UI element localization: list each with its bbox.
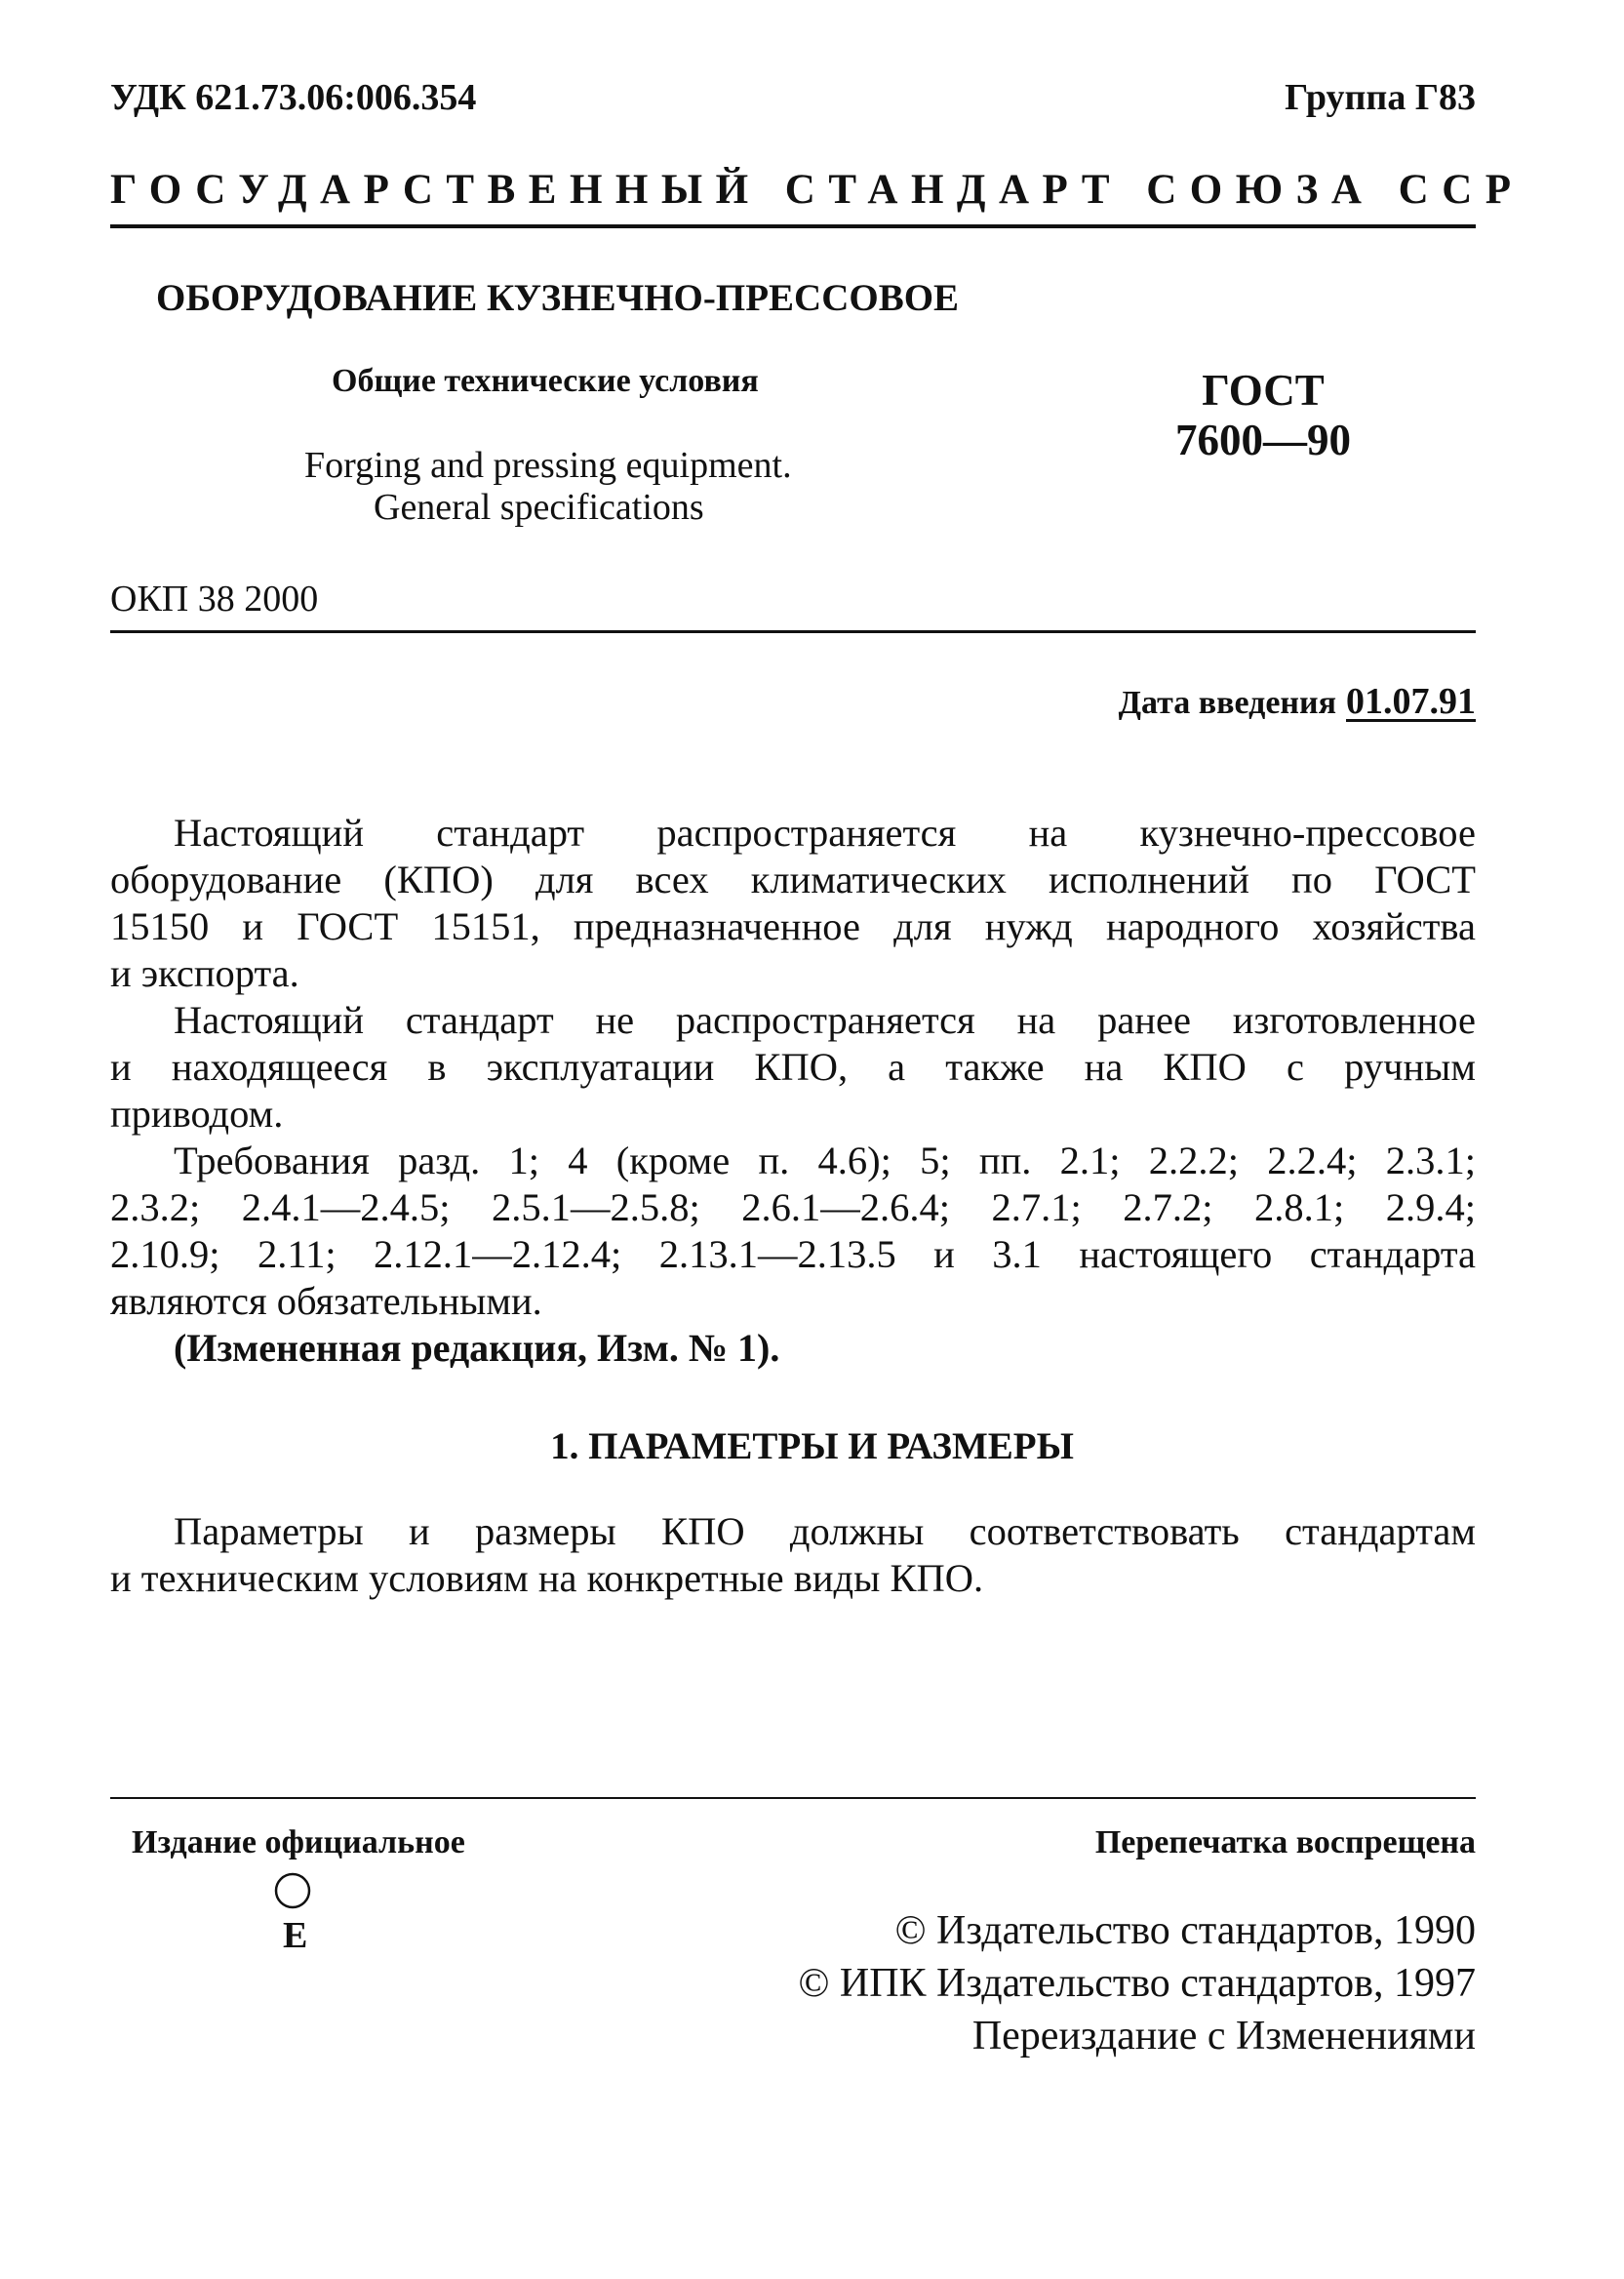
circle-mark-icon: [273, 1871, 312, 1910]
footer-divider: [110, 1797, 1476, 1799]
paragraph-parameters: [110, 1508, 1476, 1602]
text-line: Настоящий стандарт не распространяется на ранее изготовленное: [174, 998, 1476, 1042]
text-line: Настоящий стандарт распространяется на кузнечно-прессовое: [174, 811, 1476, 855]
text-line: являются обязательными.: [110, 1279, 542, 1323]
document-subtitle: Общие технические условия: [332, 363, 759, 399]
reissue-note: Переиздание с Изменениями: [971, 2014, 1476, 2059]
paragraph-scope: [110, 810, 1476, 997]
reprint-prohibited-label: Перепечатка воспрещена: [1094, 1824, 1476, 1860]
okp-divider: [110, 630, 1476, 633]
text-line: 15150 и ГОСТ 15151, предназначенное для нужд народного хозяйства: [110, 904, 1476, 948]
intro-date-label: Дата введения: [1118, 685, 1336, 721]
text-line: и находящееся в эксплуатации КПО, а также на КПО с ручным: [110, 1045, 1476, 1089]
udk-code: УДК 621.73.06:006.354: [110, 77, 477, 118]
text-line: оборудование (КПО) для всех климатических исполнений по ГОСТ: [110, 858, 1476, 901]
text-line: приводом.: [110, 1092, 284, 1136]
intro-date-value: 01.07.91: [1346, 681, 1476, 722]
state-standard-heading: ГОСУДАРСТВЕННЫЙ СТАНДАРТ СОЮЗА ССР: [110, 167, 1525, 213]
copyright-1997: © ИПК Издательство стандартов, 1997: [798, 1961, 1476, 2006]
intro-date: [1119, 680, 1476, 723]
text-line: и экспорта.: [110, 951, 299, 995]
gost-label: ГОСТ: [1202, 366, 1325, 415]
paragraph-requirements: [110, 1138, 1476, 1325]
text-line: Требования разд. 1; 4 (кроме п. 4.6); 5; пп. 2.1; 2.2.2; 2.2.4; 2.3.1;: [174, 1139, 1476, 1182]
okp-code: ОКП 38 2000: [110, 579, 319, 620]
header-divider: [110, 224, 1476, 228]
group-code: Группа Г83: [1285, 77, 1476, 118]
english-title-line-1: Forging and pressing equipment.: [304, 445, 792, 486]
copyright-1990: © Издательство стандартов, 1990: [894, 1908, 1476, 1953]
gost-number: 7600—90: [1175, 416, 1351, 464]
official-edition-label: Издание официальное: [132, 1824, 465, 1860]
text-line: 2.3.2; 2.4.1—2.4.5; 2.5.1—2.5.8; 2.6.1—2.6.4; 2.7.1; 2.7.2; 2.8.1; 2.9.4;: [110, 1185, 1476, 1229]
text-line: и техническим условиям на конкретные виды КПО.: [110, 1556, 984, 1600]
amendment-note: (Измененная редакция, Изм. № 1).: [174, 1326, 780, 1370]
english-title-line-2: General specifications: [374, 487, 704, 528]
text-line: 2.10.9; 2.11; 2.12.1—2.12.4; 2.13.1—2.13.5 и 3.1 настоящего стандарта: [110, 1232, 1476, 1276]
document-title: ОБОРУДОВАНИЕ КУЗНЕЧНО-ПРЕССОВОЕ: [156, 277, 960, 319]
edition-mark: Е: [283, 1915, 308, 1956]
text-line: Параметры и размеры КПО должны соответствовать стандартам: [174, 1509, 1476, 1553]
paragraph-exclusions: [110, 997, 1476, 1138]
section-title: 1. ПАРАМЕТРЫ И РАЗМЕРЫ: [550, 1425, 1074, 1467]
